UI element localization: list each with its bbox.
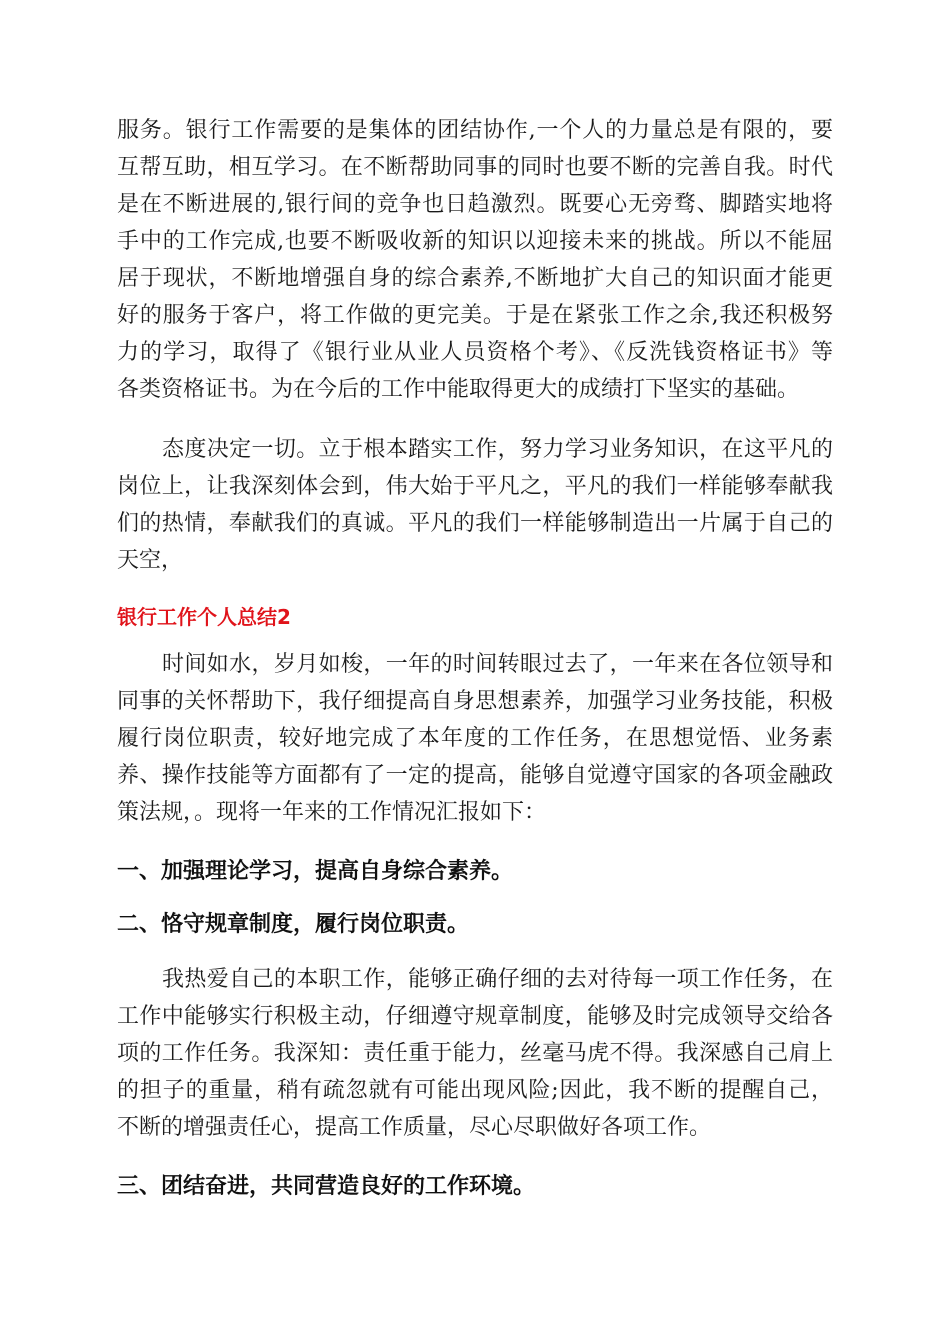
section-title: 银行工作个人总结2 (117, 605, 291, 629)
text-line: 工作中能够实行积极主动，仔细遵守规章制度，能够及时完成领导交给各 (117, 1004, 833, 1029)
text-line: 策法规，。现将一年来的工作情况汇报如下： (117, 800, 547, 825)
text-line: 是在不断进展的,银行间的竞争也日趋激烈。既要心无旁骛、脚踏实地将 (117, 192, 833, 217)
text-line: 项的工作任务。我深知：责任重于能力，丝毫马虎不得。我深感自己肩上 (117, 1041, 833, 1066)
text-line: 天空， (117, 548, 184, 573)
text-line: 居于现状，不断地增强自身的综合素养,不断地扩大自己的知识面才能更 (117, 266, 833, 291)
text-line: 我热爱自己的本职工作，能够正确仔细的去对待每一项工作任务，在 (162, 967, 833, 992)
text-line: 好的服务于客户，将工作做的更完美。于是在紧张工作之余,我还积极努 (117, 303, 833, 328)
text-line: 养、操作技能等方面都有了一定的提高，能够自觉遵守国家的各项金融政 (117, 763, 833, 788)
text-line: 岗位上，让我深刻体会到，伟大始于平凡之，平凡的我们一样能够奉献我 (117, 474, 833, 499)
text-line: 们的热情，奉献我们的真诚。平凡的我们一样能够制造出一片属于自己的 (117, 511, 833, 536)
text-line: 的担子的重量，稍有疏忽就有可能出现风险;因此，我不断的提醒自己， (117, 1078, 833, 1103)
text-line: 力的学习，取得了《银行业从业人员资格个考》、《反洗钱资格证书》等 (117, 340, 833, 365)
text-line: 履行岗位职责，较好地完成了本年度的工作任务，在思想觉悟、业务素 (117, 726, 833, 751)
text-line: 态度决定一切。立于根本踏实工作，努力学习业务知识，在这平凡的 (162, 437, 833, 462)
text-line: 服务。银行工作需要的是集体的团结协作,一个人的力量总是有限的，要 (117, 118, 833, 143)
heading-two: 二、恪守规章制度，履行岗位职责。 (117, 912, 470, 937)
text-line: 各类资格证书。为在今后的工作中能取得更大的成绩打下坚实的基础。 (117, 377, 800, 402)
text-line: 互帮互助，相互学习。在不断帮助同事的同时也要不断的完善自我。时代 (117, 155, 833, 180)
heading-three: 三、团结奋进，共同营造良好的工作环境。 (117, 1174, 536, 1199)
text-line: 同事的关怀帮助下，我仔细提高自身思想素养，加强学习业务技能，积极 (117, 689, 833, 714)
text-line: 不断的增强责任心，提高工作质量，尽心尽职做好各项工作。 (117, 1115, 712, 1140)
text-line: 时间如水，岁月如梭，一年的时间转眼过去了，一年来在各位领导和 (162, 652, 833, 677)
heading-one: 一、加强理论学习，提高自身综合素养。 (117, 859, 514, 884)
text-line: 手中的工作完成,也要不断吸收新的知识以迎接未来的挑战。所以不能屈 (117, 229, 833, 254)
